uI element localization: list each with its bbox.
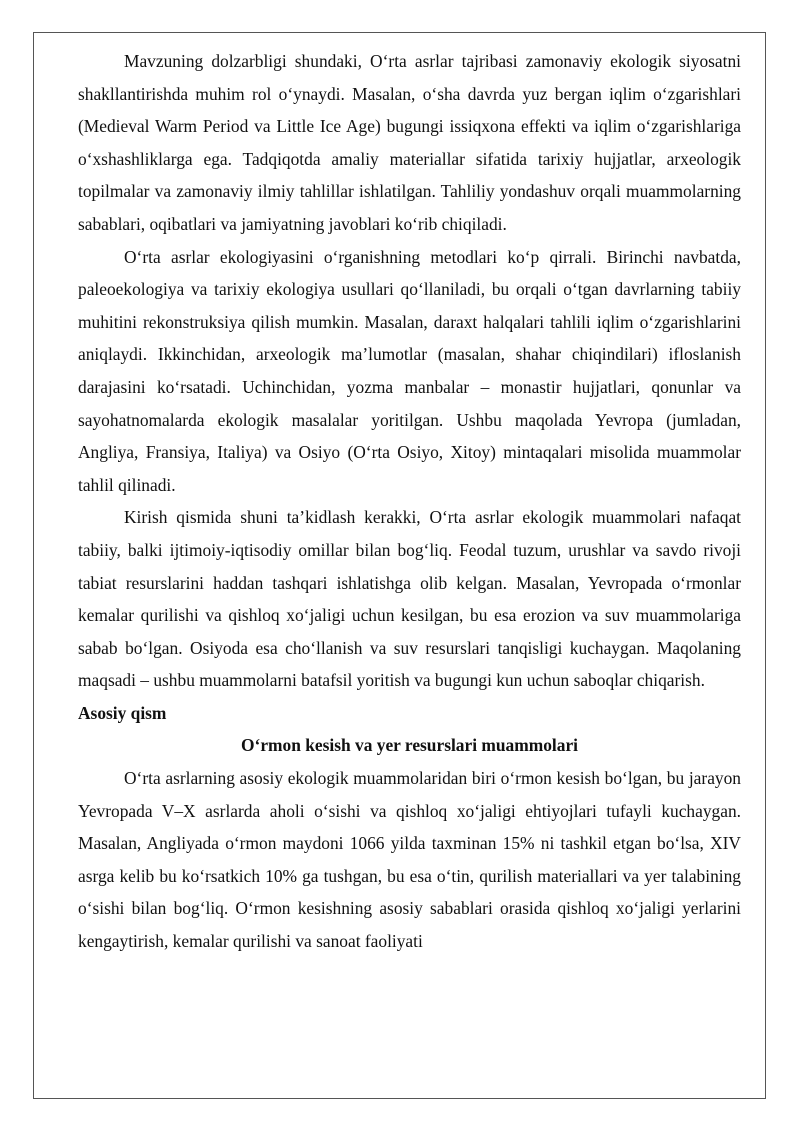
paragraph-methods: O‘rta asrlar ekologiyasini o‘rganishning metodlari ko‘p qirrali. Birinchi navbatda, paleoekologiya va tarixiy ekologiya usullari qo‘llaniladi, bu orqali o‘tgan davrlarning tabiiy muhitini rekonstruksiya qilish mumkin. Masalan, daraxt halqalari tahlili iqlim o‘zgarishlarini aniqlaydi. Ikkinchidan, arxeologik ma’lumotlar (masalan, shahar chiqindilari) ifloslanish darajasini ko‘rsatadi. Uchinchidan, yozma manbalar – monastir hujjatlari, qonunlar va sayohatnomalarda ekologik masalalar yoritilgan. Ushbu maqolada Yevropa (jumladan, Angliya, Fransiya, Italiya) va Osiyo (O‘rta Osiyo, Xitoy) mintaqalari misolida muammolar tahlil qilinadi. (78, 246, 741, 495)
subsection-heading: O‘rmon kesish va yer resurslari muammolari (241, 735, 578, 756)
document-body (78, 45, 741, 958)
paragraph-deforestation: O‘rta asrlarning asosiy ekologik muammolaridan biri o‘rmon kesish bo‘lgan, bu jarayon Yevropada V–X asrlarda aholi o‘sishi va qishloq xo‘jaligi ehtiyojlari tufayli kuchaygan. Masalan, Angliyada o‘rmon maydoni 1066 yilda taxminan 15% ni tashkil etgan bo‘lsa, XIV asrga kelib bu ko‘rsatkich 10% ga tushgan, bu esa o‘tin, qurilish materiallari va yer talabining o‘sishi bilan bog‘liq. O‘rmon kesishning asosiy sabablari orasida qishloq xo‘jaligi yerlarini kengaytirish, kemalar qurilishi va sanoat faoliyati (78, 768, 741, 952)
section-heading: Asosiy qism (78, 702, 167, 723)
paragraph-introduction: Kirish qismida shuni ta’kidlash kerakki, O‘rta asrlar ekologik muammolari nafaqat tabiiy, balki ijtimoiy-iqtisodiy omillar bilan bog‘liq. Feodal tuzum, urushlar va savdo rivoji tabiat resurslarini haddan tashqari ishlatishga olib kelgan. Masalan, Yevropada o‘rmonlar kemalar qurilishi va qishloq xo‘jaligi uchun kesilgan, bu esa erozion va suv muammolariga sabab bo‘lgan. Osiyoda esa cho‘llanish va suv resurslari tanqisligi kuchaygan. Maqolaning maqsadi – ushbu muammolarni batafsil yoritish va bugungi kun uchun saboqlar chiqarish. (78, 507, 741, 691)
paragraph-relevance: Mavzuning dolzarbligi shundaki, O‘rta asrlar tajribasi zamonaviy ekologik siyosatni shakllantirishda muhim rol o‘ynaydi. Masalan, o‘sha davrda yuz bergan iqlim o‘zgarishlari (Medieval Warm Period va Little Ice Age) bugungi issiqxona effekti va iqlim o‘zgarishlariga o‘xshashliklarga ega. Tadqiqotda amaliy materiallar sifatida tarixiy hujjatlar, arxeologik topilmalar va zamonaviy ilmiy tahlillar ishlatilgan. Tahliliy yondashuv orqali muammolarning sabablari, oqibatlari va jamiyatning javoblari ko‘rib chiqiladi. (78, 51, 741, 234)
